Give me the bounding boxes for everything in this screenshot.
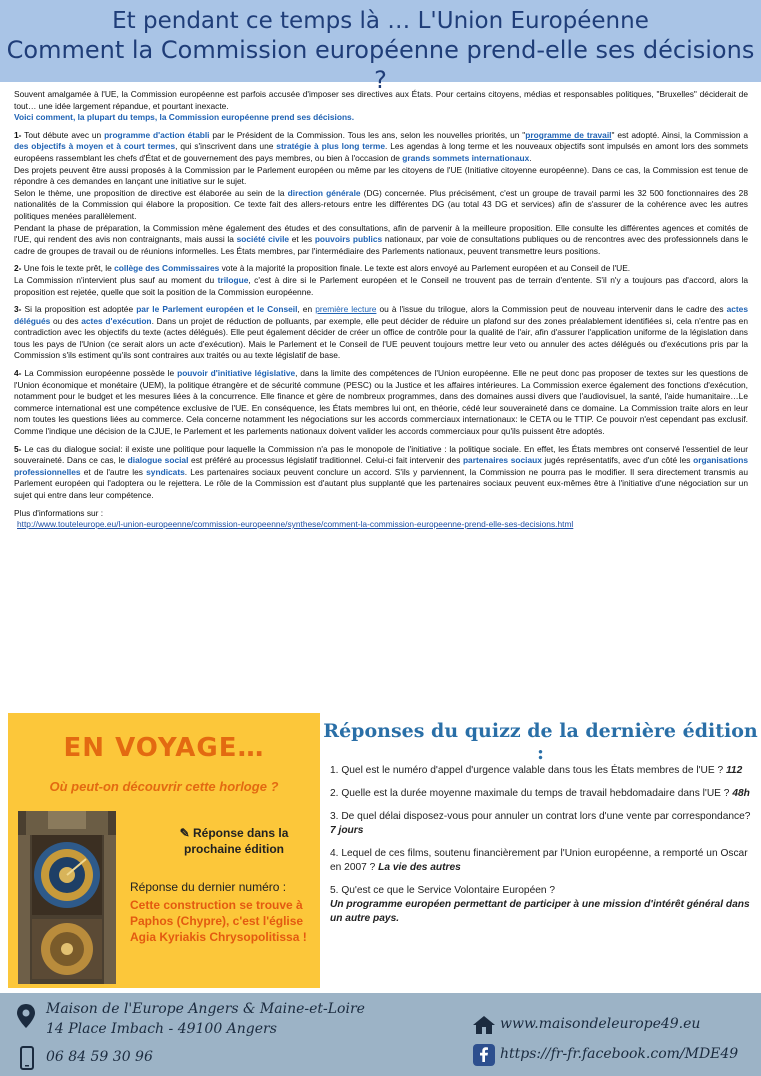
- text: vote à la majorité la proposition finale. Le texte est alors envoyé au Parlement européen et au Conseil de l'UE.: [219, 263, 631, 274]
- more-info-label: Plus d'informations sur :: [14, 507, 104, 518]
- section-1-para-4: [14, 223, 748, 258]
- more-info-link[interactable]: http://www.touteleurope.eu/l-union-europeenne/commission-europeenne/synthese/comment-la-commission-europeenne-prend-elle-ses-decisions.html: [17, 519, 574, 530]
- quiz-item: [330, 810, 756, 838]
- voyage-question: Où peut-on découvrir cette horloge ?: [49, 779, 279, 794]
- section-4: [14, 368, 748, 438]
- text: et de l'autre les: [80, 466, 147, 477]
- text: (DG) concernée. Plus précisément, c'est un groupe de travail parmi les 32 500 fonctionnaires des 28 nationalités de la Commission qui élabore la proposition. Ce texte fait des allers-retours entre les différentes DG (au total 43 DG et services) afin de s'assurer de la cohérence avec les autres politiques menées parallèlement.: [14, 187, 748, 221]
- facebook-icon: [473, 1044, 495, 1066]
- section-3: [14, 304, 748, 362]
- quiz-answer: 48h: [732, 788, 750, 799]
- section-5: [14, 444, 748, 502]
- keyword: pouvoirs publics: [314, 234, 383, 245]
- quiz-list: [330, 764, 756, 935]
- text: Pendant la phase de préparation, la Commission mène également des études et des consultations, afin de parvenir à la meilleure proposition. Elle consulte les différentes agences et comités de l'UE, qui rendent des avis non contraignants, mais aussi la: [14, 222, 748, 245]
- quiz-item: [330, 847, 756, 875]
- facebook-link[interactable]: https://fr-fr.facebook.com/MDE49: [500, 1046, 739, 1062]
- phone-icon: [20, 1046, 34, 1070]
- text: " est adopté. Ainsi, la Commission a: [611, 129, 749, 140]
- section-number: 1-: [14, 129, 22, 140]
- voyage-title: EN VOYAGE…: [63, 733, 265, 763]
- location-pin-icon: [16, 1003, 36, 1029]
- keyword: trilogue: [217, 274, 249, 285]
- quiz-item: [330, 764, 756, 778]
- org-name: Maison de l'Europe Angers & Maine-et-Loire: [46, 1001, 365, 1017]
- section-2-para-2: [14, 275, 748, 298]
- section-number: 2-: [14, 263, 22, 274]
- pencil-icon: ✎: [179, 826, 190, 840]
- quiz-answer: 7 jours: [330, 825, 364, 836]
- quiz-answer: La vie des autres: [378, 862, 461, 873]
- text: ou des: [50, 315, 82, 326]
- text: et les: [289, 234, 315, 245]
- quiz-question: 3. De quel délai disposez-vous pour annuler un contrat lors d'une vente par correspondance?: [330, 811, 751, 822]
- text: , dans la limite des compétences de l'Union européenne. Elle ne peut donc pas proposer de textes sur les questions de l'Union économique et monétaire (UEM), la politique étrangère et de sécurité commune (PESC) ou la Justice et les affaires intérieures. La Commission exerce également des fonctions d'exécution, notamment pour le budget et les mesures liées à la concurrence. Elle finance et gère de nombreux programmes, dans des domaines aussi divers que l'audiovisuel, la santé, l'aide humanitaire…Le commerce international est une compétence exclusive de l'UE. En conséquence, les États membres lui ont, en théorie, cédé leur souveraineté dans ce domaine. La Commission traite alors en leur nom toutes les questions liées au commerce. Cela concerne notamment les négociations sur les accords commerciaux internationaux: le CETA ou le TTIP. Ce pouvoir n'est cependant pas exclusif. Comme l'indique une décision de la CJUE, le Parlement et les parlements nationaux doivent valider les accords commerciaux pour qu'ils puissent être adoptés.: [14, 368, 748, 437]
- quiz-item: [330, 787, 756, 801]
- keyword: actes délégués: [14, 304, 748, 326]
- keyword: collège des Commissaires: [114, 263, 220, 274]
- quiz-box: [320, 713, 761, 988]
- text: . Les partenaires sociaux peuvent conclure un accord. S'ils y parviennent, la Commission ne pourra pas le modifier. Il sera directement transmis au Parlement européen qui l'adoptera ou le rejettera. Le rôle de la Commission est d'autant plus supplanté que les partenaires sociaux peuvent eux-mêmes être à l'initiative d'une négociation sur un sujet qui entre dans leur compétence.: [14, 466, 748, 500]
- text: ou à l'issue du trilogue, alors la Commission peut de nouveau intervenir dans le cadre des: [376, 304, 727, 315]
- quiz-question: 4. Lequel de ces films, soutenu financièrement par l'Union européenne, a remporté un Oscar en 2007 ?: [330, 848, 748, 873]
- keyword-link: première lecture: [315, 304, 377, 315]
- header-title: Et pendant ce temps là … L'Union Européenne: [112, 8, 649, 34]
- text: , c'est à dire si le Parlement européen et le Conseil ne trouvent pas de terrain d'entente. S'il n'y a toujours pas d'accord, alors la proposition est rejetée, quelle que soit la position de la Commission européenne.: [14, 274, 748, 297]
- page-header: [0, 0, 761, 94]
- keyword: dialogue social: [127, 455, 189, 466]
- text: La Commission européenne possède le: [21, 368, 178, 379]
- text: Selon le thème, une proposition de directive est élaborée au sein de la: [14, 187, 288, 198]
- section-2: [14, 263, 748, 275]
- text: Si la proposition est adoptée: [21, 304, 137, 315]
- voyage-box: [8, 713, 320, 988]
- keyword: par le Parlement européen et le Conseil: [136, 304, 298, 315]
- quiz-title: Réponses du quizz de la dernière édition :: [323, 720, 758, 764]
- section-number: 3-: [14, 304, 22, 315]
- quiz-question: 1. Quel est le numéro d'appel d'urgence valable dans tous les États membres de l'UE ?: [330, 765, 727, 776]
- section-number: 4-: [14, 368, 22, 379]
- text: par le Président de la Commission. Tous les ans, selon les nouvelles priorités, un ": [209, 129, 526, 140]
- quiz-question: 5. Qu'est ce que le Service Volontaire Européen ?: [330, 885, 556, 896]
- address: 14 Place Imbach - 49100 Angers: [46, 1021, 277, 1037]
- text: est préféré au processus législatif traditionnel. Celui-ci fait intervenir des: [188, 455, 463, 466]
- text: Tout débute avec un: [21, 129, 105, 140]
- footer: [0, 993, 761, 1076]
- keyword: des objectifs à moyen et à court termes: [14, 141, 176, 152]
- text: Le cas du dialogue social: il existe une politique pour laquelle la Commission n'a pas le monopole de l'initiative : la politique sociale. En effet, les États membres ont conservé l'essentiel de leur souveraineté. Dans ce cas, le: [14, 443, 748, 466]
- section-1-para-3: [14, 188, 748, 223]
- keyword: pouvoir d'initiative législative: [177, 368, 296, 379]
- keyword: programme d'action établi: [104, 129, 210, 140]
- keyword: société civile: [236, 234, 290, 245]
- keyword: syndicats: [146, 466, 185, 477]
- text: Une fois le texte prêt, le: [21, 263, 115, 274]
- keyword: grands sommets internationaux: [402, 152, 530, 163]
- quiz-answer: 112: [726, 765, 743, 776]
- section-1-para-2: Des projets peuvent être aussi proposés à la Commission par le Parlement européen ou même par les citoyens de l'UE (Initiative citoyenne européenne). Dans ce cas, la Commission est tenue de répondre à ces demandes en lançant une initiative sur le sujet.: [14, 164, 748, 187]
- text: , qui s'inscrivent dans une: [175, 141, 277, 152]
- next-answer-text: Réponse dans la prochaine édition: [183, 826, 289, 856]
- quiz-item: [330, 884, 756, 926]
- astronomical-clock-image: [18, 811, 116, 984]
- quiz-question: 2. Quelle est la durée moyenne maximale du temps de travail hebdomadaire dans l'UE ?: [330, 788, 733, 799]
- previous-answer: Cette construction se trouve à Paphos (Chypre), c'est l'église Agia Kyriakis Chrysopolitissa !: [130, 898, 307, 944]
- text: , en: [297, 304, 316, 315]
- previous-answer-label: Réponse du dernier numéro :: [130, 880, 287, 894]
- keyword: actes d'exécution: [81, 315, 152, 326]
- section-number: 5-: [14, 443, 22, 454]
- text: .: [529, 152, 532, 163]
- text: . Dans un projet de réduction de polluants, par exemple, elle peut décider de réduire un plafond sur des zones préalablement identifiées si, cela n'entre pas en contradiction avec les objectifs du texte (actes délégués). Elle peut également décider de créer un office de contrôle pour la qualité de l'air, afin d'assurer l'application uniforme de la législation dans tous les pays de l'Union (ce serait alors un acte d'exécution). Mais le Parlement et le Conseil de l'UE peuvent toujours mettre leur veto ou annuler des actes délégués ou d'exécutions pris par la Commission s'ils estiment qu'ils sont contraires aux traités ou au texte législatif de base.: [14, 315, 748, 361]
- keyword: stratégie à plus long terme: [276, 141, 386, 152]
- keyword-link: programme de travail: [525, 129, 612, 140]
- keyword: organisations professionnelles: [14, 455, 748, 477]
- section-1: [14, 130, 748, 165]
- intro-paragraph: Souvent amalgamée à l'UE, la Commission européenne est parfois accusée d'imposer ses directives aux États. Pour certains citoyens, médias et responsables politiques, "Bruxelles" déciderait de tout… une idée largement répandue, et pourtant inexacte.: [14, 89, 748, 111]
- phone-number[interactable]: 06 84 59 30 96: [46, 1049, 153, 1065]
- header-subtitle: Comment la Commission européenne prend-elle ses décisions ?: [6, 36, 755, 94]
- next-answer-note: [154, 825, 314, 857]
- intro-highlight: Voici comment, la plupart du temps, la Commission européenne prend ses décisions.: [14, 112, 355, 123]
- article-body: [14, 89, 748, 531]
- text: jugés représentatifs, avec d'un côté les: [541, 455, 694, 466]
- home-icon: [472, 1015, 496, 1035]
- text: nationaux, par voie de consultations publiques ou de rencontres avec des professionnels dans le cadre de groupes de travail ou de réunions informelles. Les États membres, par l'intermédiaire des Parlements nationaux, peuvent transmettre leurs positions.: [14, 234, 748, 256]
- website-link[interactable]: www.maisondeleurope49.eu: [500, 1016, 701, 1032]
- quiz-answer: Un programme européen permettant de participer à une mission d'intérêt général dans un autre pays.: [330, 899, 750, 924]
- text: La Commission n'intervient plus sauf au moment du: [14, 274, 218, 285]
- text: . Les agendas à long terme et les nouveaux objectifs sont impulsés en amont lors des sommets européens rassemblant les chefs d'État et de gouvernement des pays membres, ou bien à l'occasion de: [14, 141, 749, 163]
- keyword: partenaires sociaux: [462, 455, 542, 466]
- keyword: direction générale: [287, 187, 361, 198]
